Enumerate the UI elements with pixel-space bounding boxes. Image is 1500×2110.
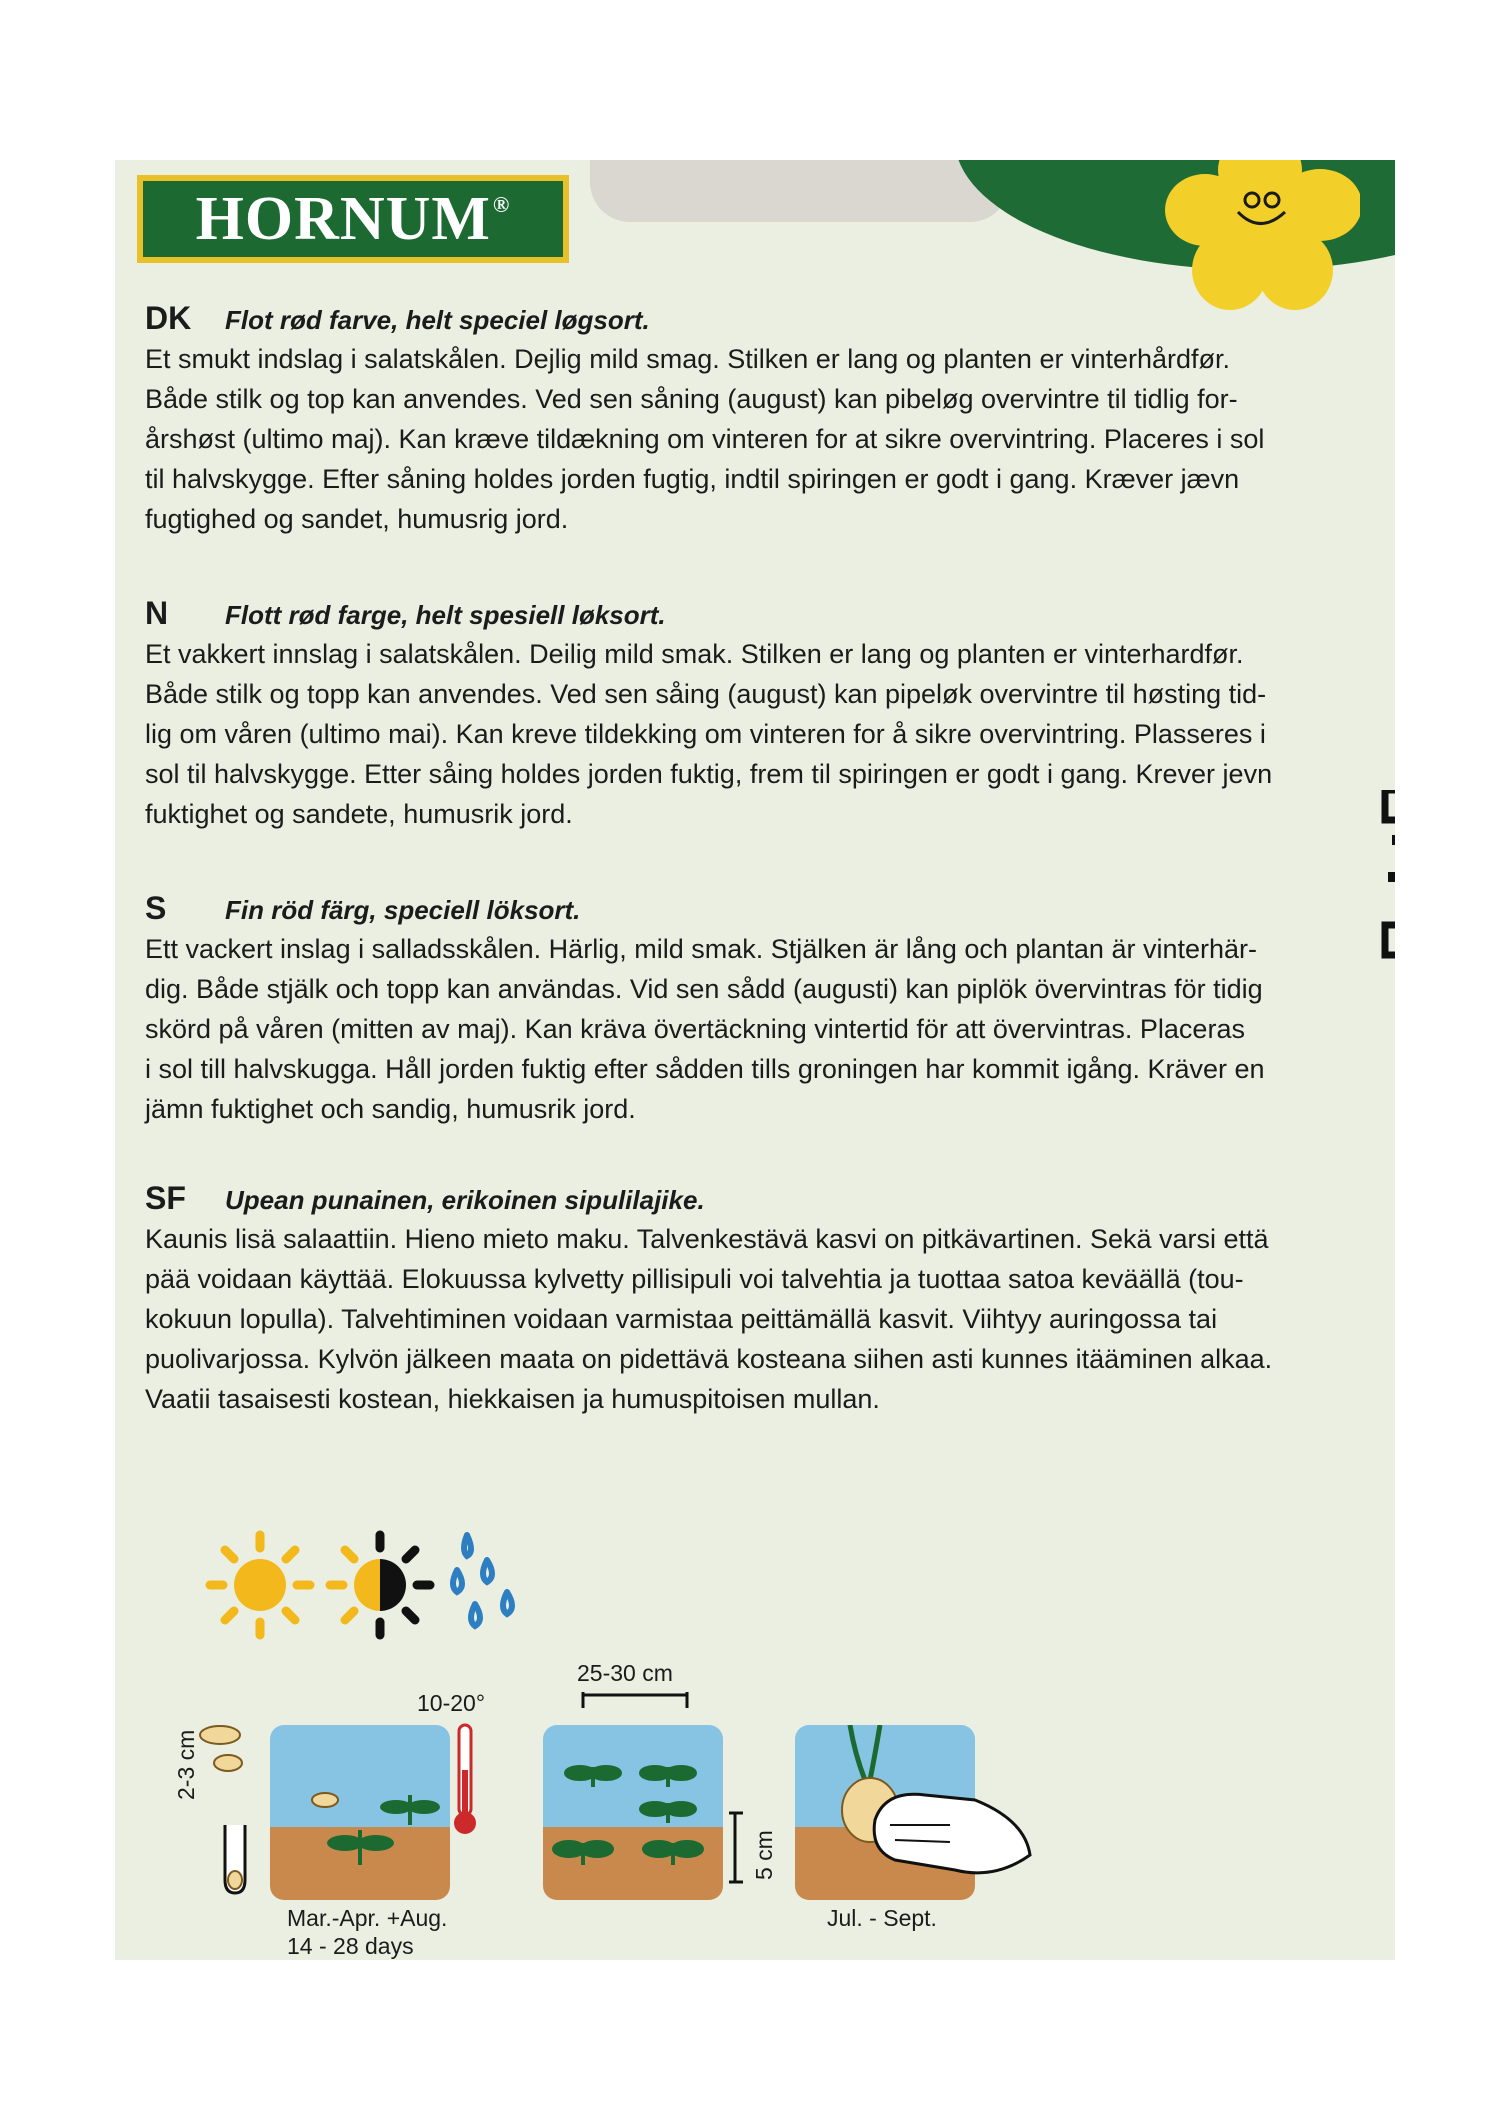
plant-spacing-label: 5 cm: [751, 1830, 777, 1880]
brand-logo: [137, 175, 569, 263]
section-dk: [145, 300, 1375, 539]
language-code: S: [145, 890, 167, 926]
text-line: Vaatii tasaisesti kostean, hiekkaisen ja humuspitoisen mullan.: [145, 1384, 880, 1414]
text-line: sol til halvskygge. Etter såing holdes jorden fuktig, frem til spiringen er godt i gang. Krever jevn: [145, 759, 1273, 789]
half-sun-icon: [330, 1535, 430, 1635]
flower-mascot-icon: [1160, 160, 1360, 320]
sowing-panel: [270, 1725, 450, 1900]
text-line: lig om våren (ultimo mai). Kan kreve tildekking om vinteren for å sikre overvintring. Plasseres i: [145, 719, 1266, 749]
hang-hole: [590, 160, 1010, 222]
text-line: kokuun lopulla). Talvehtiminen voidaan varmistaa peittämällä kasvit. Viihtyy auringossa tai: [145, 1304, 1218, 1334]
row-spacing-label: 25-30 cm: [577, 1660, 673, 1686]
row-spacing-bracket: [580, 1690, 690, 1710]
text-line: årshøst (ultimo maj). Kan kræve tildækning om vinteren for at sikre overvintring. Placeres i sol: [145, 424, 1265, 454]
harvest-period-label: Jul. - Sept.: [827, 1905, 937, 1931]
section-sf: [145, 1180, 1375, 1419]
germination-label: 14 - 28 days: [287, 1933, 414, 1959]
language-code: SF: [145, 1180, 186, 1216]
section-subtitle: Fin röd färg, speciell löksort.: [225, 895, 581, 925]
thermometer-icon: [450, 1720, 480, 1840]
seedling-rows-icon: [543, 1725, 723, 1900]
text-line: Kaunis lisä salaattiin. Hieno mieto maku. Talvenkestävä kasvi on pitkävartinen. Sekä varsi että: [145, 1224, 1269, 1254]
sun-icon: [210, 1535, 310, 1635]
section-subtitle: Upean punainen, erikoinen sipulilajike.: [225, 1185, 705, 1215]
text-line: Et vakkert innslag i salatskålen. Deilig mild smak. Stilken er lang og planten er vinterhardfør.: [145, 639, 1244, 669]
sowing-depth-label: 2-3 cm: [173, 1729, 199, 1800]
text-line: puolivarjossa. Kylvön jälkeen maata on pidettävä kosteana siihen asti kunnes itääminen alkaa.: [145, 1344, 1273, 1374]
section-body: [145, 929, 1375, 1129]
section-subtitle: Flott rød farge, helt spesiell løksort.: [225, 600, 666, 630]
text-line: i sol till halvskugga. Håll jorden fuktig efter sådden tills groningen har kommit igång. Kräver en: [145, 1054, 1265, 1084]
section-n: [145, 595, 1375, 834]
spacing-panel: [543, 1725, 723, 1900]
text-line: fugtighed og sandet, humusrig jord.: [145, 504, 569, 534]
text-line: skörd på våren (mitten av maj). Kan kräva övertäckning vintertid för att övervintras. Placeras: [145, 1014, 1245, 1044]
seed-packet-back: [115, 160, 1395, 1960]
registered-mark: ®: [492, 192, 511, 217]
language-code: DK: [145, 300, 192, 336]
section-subtitle: Flot rød farve, helt speciel løgsort.: [225, 305, 650, 335]
section-body: [145, 634, 1375, 834]
text-line: Ett vackert inslag i salladsskålen. Härlig, mild smak. Stjälken är lång och plantan är vinterhär-: [145, 934, 1257, 964]
text-line: Både stilk og top kan anvendes. Ved sen såning (august) kan pibeløg overvintre til tidlig for-: [145, 384, 1238, 414]
growing-conditions: [205, 1530, 545, 1650]
water-drops-icon: [453, 1535, 512, 1626]
plant-spacing-bracket: [727, 1810, 747, 1885]
text-line: Et smukt indslag i salatskålen. Dejlig mild smag. Stilken er lang og planten er vinterhårdfør.: [145, 344, 1231, 374]
language-code: N: [145, 595, 169, 631]
text-line: til halvskygge. Efter såning holdes jorden fugtig, indtil spiringen er godt i gang. Kræver jævn: [145, 464, 1240, 494]
temperature-label: 10-20°: [417, 1690, 486, 1716]
seedling-icon: [270, 1725, 450, 1900]
qr-code-icon: [1380, 790, 1395, 970]
text-line: fuktighet og sandete, humusrik jord.: [145, 799, 573, 829]
text-line: pää voidaan käyttää. Elokuussa kylvetty pillisipuli voi talvehtia ja tuottaa satoa keväällä (tou-: [145, 1264, 1244, 1294]
hand-icon: [855, 1760, 1035, 1890]
sowing-period-label: Mar.-Apr. +Aug.: [287, 1905, 448, 1931]
section-s: [145, 890, 1375, 1129]
text-line: jämn fuktighet och sandig, humusrik jord.: [145, 1094, 636, 1124]
text-line: dig. Både stjälk och topp kan användas. Vid sen sådd (augusti) kan piplök övervintras för tidig: [145, 974, 1263, 1004]
brand-name: HORNUM: [195, 184, 491, 253]
section-body: [145, 339, 1375, 539]
text-line: Både stilk og topp kan anvendes. Ved sen såing (august) kan pipeløk overvintre til høsting tid-: [145, 679, 1267, 709]
section-body: [145, 1219, 1375, 1419]
